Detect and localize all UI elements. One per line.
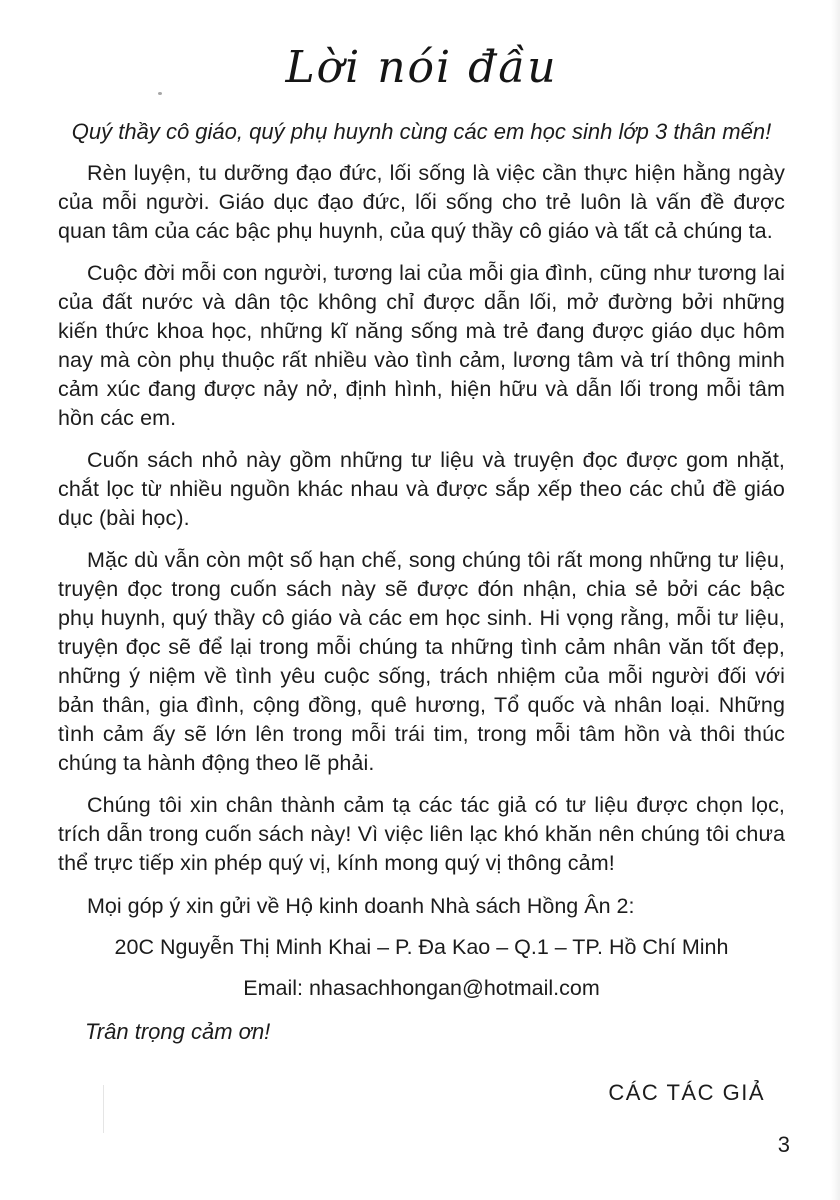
page-number: 3 <box>777 1132 790 1157</box>
closing-thanks: Trân trọng cảm ơn! <box>85 1019 271 1044</box>
greeting-line: Quý thầy cô giáo, quý phụ huynh cùng các em học sinh lớp 3 thân mến! <box>71 119 772 144</box>
paragraph-1: Rèn luyện, tu dưỡng đạo đức, lối sống là việc cần thực hiện hằng ngày của mỗi người. Giáo dục đạo đức, lối sống cho trẻ luôn là vấn đề được quan tâm của các bậc phụ huynh, của quý thầy cô giáo và tất cả chúng ta. <box>58 161 785 243</box>
paragraph-2: Cuộc đời mỗi con người, tương lai của mỗi gia đình, cũng như tương lai của đất nước và dân tộc không chỉ được dẫn lối, mở đường bởi những kiến thức khoa học, những kĩ năng sống mà trẻ đang được giáo dục hôm nay mà còn phụ thuộc rất nhiều vào tình cảm, lương tâm và trí thông minh cảm xúc đang được nảy nở, định hình, hiện hữu và dẫn lối trong mỗi tâm hồn các em. <box>58 261 785 430</box>
page-content <box>58 0 785 1107</box>
publisher-address: 20C Nguyễn Thị Minh Khai – P. Đa Kao – Q.1 – TP. Hồ Chí Minh <box>114 935 729 959</box>
scan-artifact-line <box>103 1085 104 1133</box>
paragraph-3: Cuốn sách nhỏ này gồm những tư liệu và truyện đọc được gom nhặt, chắt lọc từ nhiều nguồn khác nhau và được sắp xếp theo các chủ đề giáo dục (bài học). <box>58 448 785 530</box>
scan-edge-shadow <box>831 0 840 1200</box>
contact-intro-line: Mọi góp ý xin gửi về Hộ kinh doanh Nhà sách Hồng Ân 2: <box>87 894 635 918</box>
page-title: Lời nói đầu <box>285 42 558 93</box>
paragraph-4: Mặc dù vẫn còn một số hạn chế, song chúng tôi rất mong những tư liệu, truyện đọc trong cuốn sách này sẽ được đón nhận, chia sẻ bởi các bậc phụ huynh, quý thầy cô giáo và các em học sinh. Hi vọng rằng, mỗi tư liệu, truyện đọc sẽ để lại trong mỗi chúng ta những tình cảm nhân văn tốt đẹp, những ý niệm về tình yêu cuộc sống, trách nhiệm của mỗi người đối với bản thân, gia đình, cộng đồng, quê hương, Tổ quốc và nhân loại. Những tình cảm ấy sẽ lớn lên trong mỗi trái tim, trong mỗi tâm hồn và thôi thúc chúng ta hành động theo lẽ phải. <box>58 548 785 775</box>
paragraph-5: Chúng tôi xin chân thành cảm tạ các tác giả có tư liệu được chọn lọc, trích dẫn trong cuốn sách này! Vì việc liên lạc khó khăn nên chúng tôi chưa thể trực tiếp xin phép quý vị, kính mong quý vị thông cảm! <box>58 793 785 875</box>
publisher-email: Email: nhasachhongan@hotmail.com <box>243 976 600 1000</box>
authors-signature: CÁC TÁC GIẢ <box>608 1080 765 1105</box>
scan-artifact-dot <box>158 92 162 95</box>
